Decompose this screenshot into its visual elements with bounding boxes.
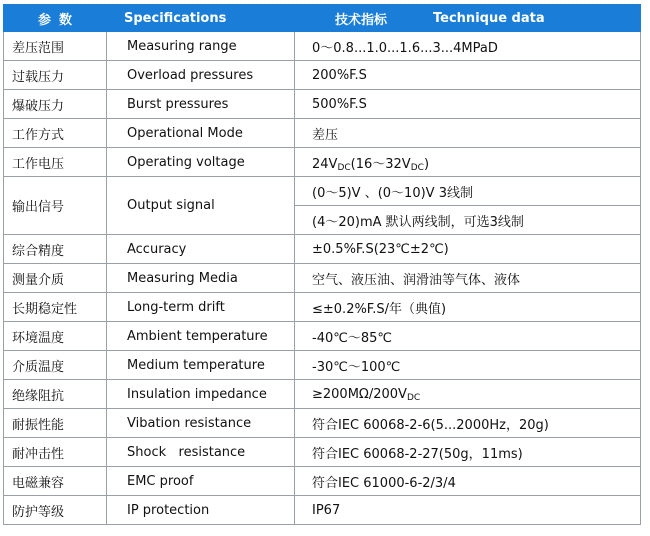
param-value: 符合IEC 61000-6-2/3/4 [295,467,641,496]
param-en: Ambient temperature [107,322,295,351]
param-cn: 输出信号 [4,177,107,235]
param-cn: 绝缘阻抗 [4,380,107,409]
header-row [4,5,641,32]
spec-table-container [3,4,640,525]
param-value: -40℃～85℃ [295,322,641,351]
header-tech-en: Technique data [433,10,545,26]
table-row [4,90,641,119]
header-tech [295,5,641,32]
table-row [4,322,641,351]
param-en: Operating voltage [107,148,295,177]
table-row [4,293,641,322]
table-row [4,32,641,61]
table-row [4,148,641,177]
table-row [4,409,641,438]
param-cn: 爆破压力 [4,90,107,119]
param-value: 500%F.S [295,90,641,119]
param-en: Overload pressures [107,61,295,90]
header-spec: Specifications [107,5,295,32]
param-cn: 防护等级 [4,496,107,525]
param-value: (0～5)V 、(0～10)V 3线制 [295,177,641,206]
param-en: Measuring Media [107,264,295,293]
table-row [4,264,641,293]
param-cn: 长期稳定性 [4,293,107,322]
table-row [4,351,641,380]
param-en: Measuring range [107,32,295,61]
param-value: (4～20)mA 默认两线制，可选3线制 [295,206,641,235]
param-en: Shock resistance [107,438,295,467]
param-value: 0～0.8...1.0...1.6...3...4MPaD [295,32,641,61]
param-cn: 过载压力 [4,61,107,90]
table-row [4,380,641,409]
param-value: 符合IEC 60068-2-6(5...2000Hz，20g) [295,409,641,438]
param-en: Medium temperature [107,351,295,380]
param-cn: 工作方式 [4,119,107,148]
param-en: EMC proof [107,467,295,496]
table-row [4,61,641,90]
param-en: Vibation resistance [107,409,295,438]
table-row [4,235,641,264]
param-value: ≤±0.2%F.S/年（典值) [295,293,641,322]
param-en: Output signal [107,177,295,235]
header-tech-cn: 技术指标 [335,12,388,28]
param-cn: 耐冲击性 [4,438,107,467]
param-cn: 差压范围 [4,32,107,61]
param-cn: 环境温度 [4,322,107,351]
param-value: ±0.5%F.S(23℃±2℃) [295,235,641,264]
param-value: 空气、液压油、润滑油等气体、液体 [295,264,641,293]
param-value: -30℃～100℃ [295,351,641,380]
param-cn: 测量介质 [4,264,107,293]
param-value: IP67 [295,496,641,525]
param-value: $24V_{DC}(16\sim 32V_{DC})$ [295,148,641,177]
table-row [4,496,641,525]
param-value: 200%F.S [295,61,641,90]
spec-table [3,4,641,525]
param-en: IP protection [107,496,295,525]
param-en: Accuracy [107,235,295,264]
param-value: 符合IEC 60068-2-27(50g，11ms) [295,438,641,467]
param-en: Burst pressures [107,90,295,119]
param-cn: 耐振性能 [4,409,107,438]
param-cn: 综合精度 [4,235,107,264]
header-param: 参数 [4,5,107,32]
param-en: Insulation impedance [107,380,295,409]
param-en: Operational Mode [107,119,295,148]
param-cn: 电磁兼容 [4,467,107,496]
table-row [4,467,641,496]
table-row [4,177,641,206]
param-value: $\ge 200M\Omega/200V_{DC}$ [295,380,641,409]
table-row [4,438,641,467]
param-en: Long-term drift [107,293,295,322]
param-value: 差压 [295,119,641,148]
param-cn: 介质温度 [4,351,107,380]
param-cn: 工作电压 [4,148,107,177]
table-row [4,119,641,148]
